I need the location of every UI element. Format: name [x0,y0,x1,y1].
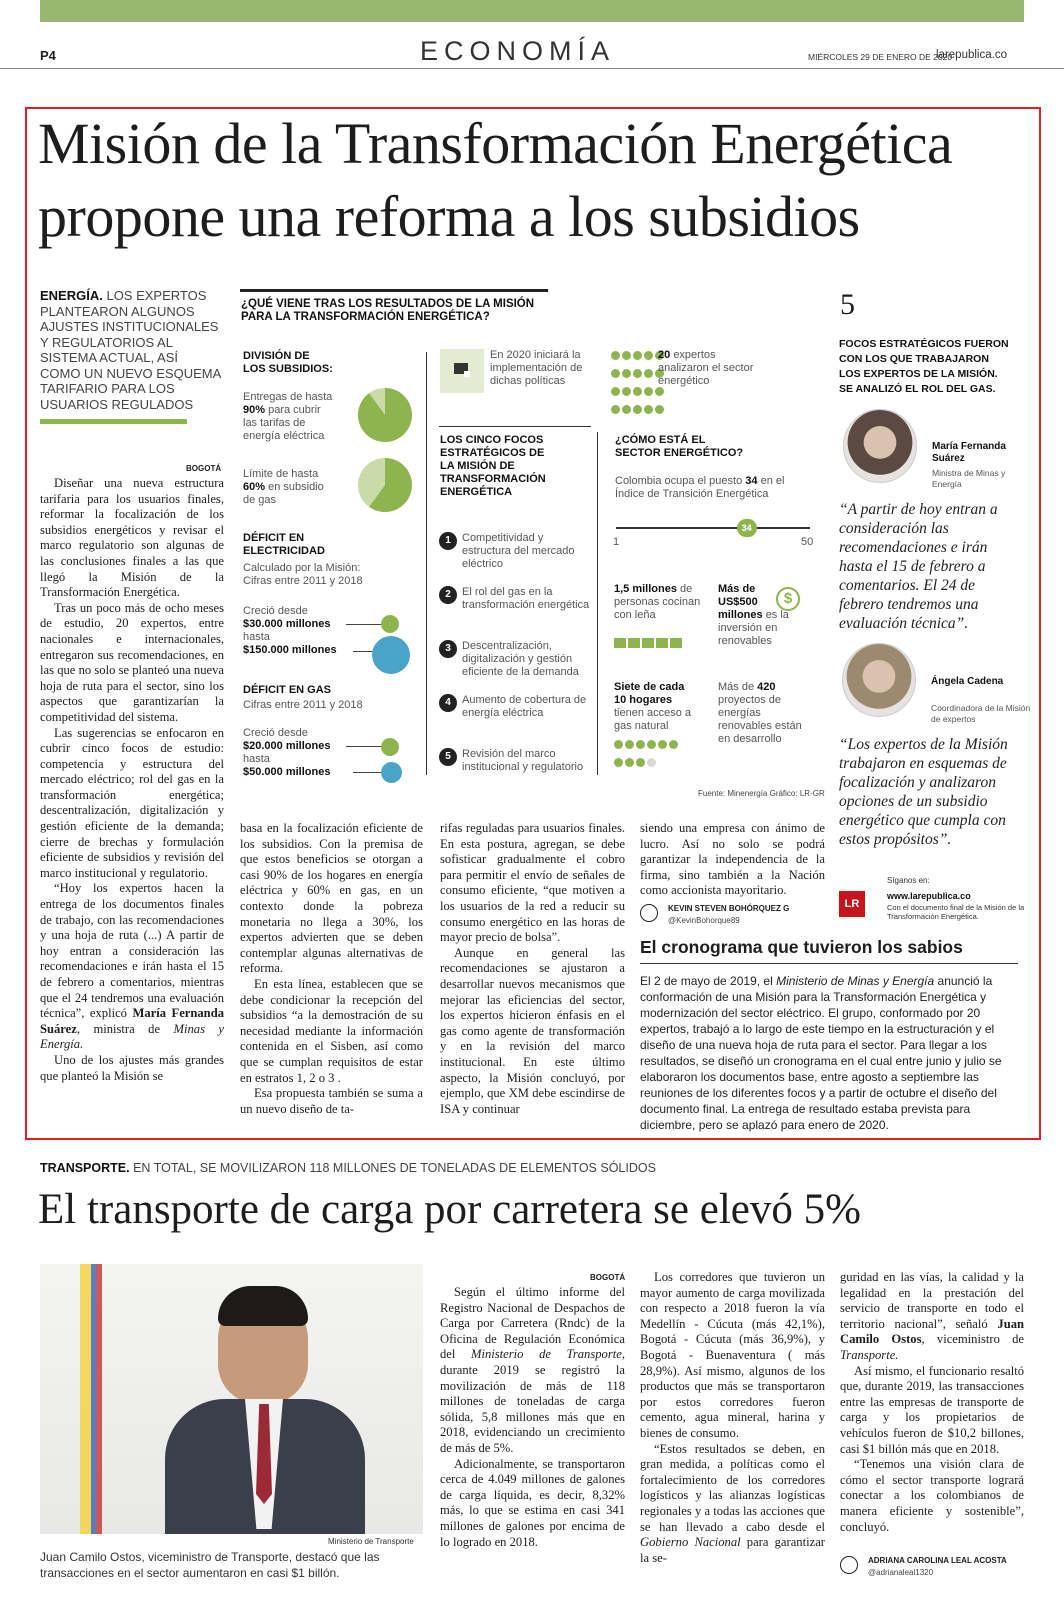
deficit-elec-big-dot [372,636,410,674]
paragraph: Adicionalmente, se transportaron cerca de 4.049 millones de galones de carga líquida, es decir, 8,32% más, lo que se estima en casi 341 millones de galones por encima de lo logrado en 2018. [440,1456,625,1549]
rank-text [615,475,795,501]
stat-renewable-projects [718,681,808,746]
implementation-text: En 2020 iniciará la implementación de dichas políticas [490,349,583,387]
text: , viceministro de [921,1332,1024,1347]
expert-dot [611,387,620,396]
kicker-text: LOS EXPERTOS PLANTEARON ALGUNOS AJUSTES INSTITUCIONALES Y REGULATORIOS AL SISTEMA ACTUAL, ASÍ COMO UN NUEVO ESQUEMA TARIFARIO PARA LOS USUARIOS REGULADOS [40,288,221,412]
foco-item [439,640,597,694]
follow-label: Síganos en: [887,876,930,885]
rank-b: en el Índice de Transición Energética [615,475,785,500]
experts-label: expertos analizaron el sector energético [658,349,754,387]
foco-number-badge: 3 [439,640,457,658]
stat-text: es la inversión en renovables [718,609,789,647]
foco-number-badge: 4 [439,694,457,712]
households-dots [613,737,683,773]
page-number: P4 [40,48,56,63]
foco-number-badge: 5 [439,748,457,766]
text: “Estos resultados se deben, en gran medida, a políticas como el fortalecimiento de los corredores logísticos y las alianzas logísticas regionales y a todas las acciones que se han llevado a cabo desde el [640,1441,825,1534]
sidebar-rule [640,963,1018,964]
lr-logo: LR [839,891,865,917]
author2-speech-icon [840,1556,858,1574]
photo-caption: Juan Camilo Ostos, viceministro de Transporte, destacó que las transacciones en el sector aumentaron en casi $1 billón. [40,1550,380,1580]
foco-text: El rol del gas en la transformación energética [462,586,590,611]
stat-bold: 420 [757,681,776,693]
scale-max: 50 [801,536,814,548]
expert-dot [611,405,620,414]
deficit-elec-v1: $30.000 millones [243,618,331,630]
article-column-3 [440,821,625,1117]
paragraph [840,1270,1024,1364]
foco-number-badge: 1 [439,532,457,550]
expert-dot [644,351,653,360]
article2-column-2 [640,1270,825,1566]
paragraph: Uno de los ajustes más grandes que planteó la Misión se [40,1052,224,1083]
kicker-label: TRANSPORTE. [40,1161,130,1175]
deficit-gas-title: DÉFICIT EN GAS [243,684,332,696]
person1-role: Ministra de Minas y Energía [932,468,1006,489]
elec-subsidy-pie [358,388,412,442]
article2-kicker [40,1161,656,1175]
paragraph [640,1442,825,1567]
kicker-label: ENERGÍA. [40,288,103,303]
stat-bold: Siete de cada 10 hogares [614,681,685,706]
quote-2: “Los expertos de la Misión trabajaron en esquemas de focalización y analizaron opciones de un subsidio energético que cumpla con estos propósitos”. [839,736,1008,848]
sidebar-text [640,973,1022,1133]
label: Creció desde [243,727,308,739]
deficit-gas-big-dot [381,762,402,783]
foco-item [439,748,597,802]
expert-dot [622,387,631,396]
article-column-1 [40,476,224,1084]
expert-dot [644,405,653,414]
stat-bold: Más de US$500 millones [718,583,763,621]
article-title-line-2: propone una reforma a los subsidios [38,184,860,249]
stat-a: Más de [718,681,755,693]
author2-handle[interactable]: @adrianaleal1320 [868,1568,934,1577]
focos-list [439,532,597,802]
paragraph: rifas reguladas para usuarios finales. En esta postura, agregan, se debe sofisticar gradualmente el cobro para permitir el envío de señales de consumo eficiente, “que motiven a los usuarios de la red a reducir su consumo energético en las horas de mayor precio de bolsa”. [440,821,625,945]
experts-num: 20 [658,349,671,361]
elec-b: para cubrir las tarifas de energía eléctrica [243,404,325,442]
scale-min: 1 [613,536,620,548]
focos-title: LOS CINCO FOCOS ESTRATÉGICOS DE LA MISIÓN DE TRANSFORMACIÓN ENERGÉTICA [440,434,546,498]
experts-text [658,349,758,388]
section-title: ECONOMÍA [420,36,616,66]
five-focus-text: FOCOS ESTRATÉGICOS FUERON CON LOS QUE TRABAJARON LOS EXPERTOS DE LA MISIÓN. SE ANALIZÓ EL ROL DEL GAS. [839,338,1009,395]
sidebar-title: El cronograma que tuvieron los sabios [640,937,963,957]
text: guridad en las vías, la calidad y la legalidad en la prestación del servicio de transporte en todo el territorio nacional”, señaló [840,1270,1024,1331]
leader-line [353,651,374,652]
five-focus-number: 5 [840,288,855,321]
header-color-bar [40,0,1024,22]
stat-text: de personas cocinan con leña [614,583,701,621]
stat-people-firewood [614,583,708,622]
foco-item [439,694,597,748]
stat-bold: 1,5 millones [614,583,677,595]
article2-dateline: BOGOTÁ [590,1273,626,1282]
paragraph: siendo una empresa con ánimo de lucro. Así no solo se podrá garantizar la independencia de la firma, sino también a la Nación como accionista mayoritario. [640,821,825,898]
article-title-line-1: Misión de la Transformación Energética [38,111,953,176]
expert-dot [633,387,642,396]
article2-title: El transporte de carga por carretera se elevó 5% [38,1186,861,1233]
follow-site[interactable]: www.larepublica.co [887,891,971,901]
follow-text: Con el documento final de la Misión de la Transformación Energética. [887,903,1025,921]
elec-a: Entregas de hasta [243,391,333,403]
paragraph: Los corredores que tuvieron un mayor aumento de carga movilizada con respecto a 2018 fueron la vía Medellín - Cúcuta (más 42,1%), Bogotá - Cúcuta (más 36,9%), y Bogotá - Buenaventura ( más 28,9%). Así mismo, algunos de los productos que más se transportaron por estos corredores fueron cemento, agua mineral, harina y bienes de consumo. [640,1270,825,1440]
kicker-text: EN TOTAL, SE MOVILIZARON 118 MILLONES DE TONELADAS DE ELEMENTOS SÓLIDOS [133,1161,656,1175]
paragraph: Diseñar una nueva estructura tarifaria para los usuarios finales, reformar la focalización de los subsidios energéticos y revisar el marco regulatorio son algunas de las conclusiones finales a las que llegó la Misión de la Transformación Energética. [40,476,224,600]
paragraph: “Tenemos una visión clara de cómo el sector transporte logrará conectar a los colombianos de manera eficiente y sostenible”, concluyó. [840,1457,1024,1534]
paragraph [40,881,224,1053]
issue-date: MIÉRCOLES 29 DE ENERO DE 2020 [808,52,953,62]
infographic-title: ¿QUÉ VIENE TRAS LOS RESULTADOS DE LA MISIÓN PARA LA TRANSFORMACIÓN ENERGÉTICA? [241,298,535,323]
stat-text: proyectos de energías renovables están en desarrollo [718,694,802,745]
sidebar-b: anunció la conformación de una Misión para la Transformación Energética y modernización del sector eléctrico. El grupo, conformado por 20 expertos, trabajó a lo largo de este tiempo en la estructuración y el diseño de una nueva hoja de ruta para el sector. Para llegar a los resultados, se diseñó un cronograma en el cual entre junio y julio se elaboraron los documentos base, entre agosto a septiembre las reuniones de los diferentes focos y a partir de octubre el diseño del documento final. La entrega de resultado estaba prevista para diciembre, pero se aplazó para enero de 2020. [640,974,1002,1132]
vertical-divider [426,352,427,775]
article2-photo [40,1264,423,1534]
dateline: BOGOTÁ [186,464,222,473]
firewood-bar [614,638,684,648]
gas-a: Límite de hasta [243,468,319,480]
photo-credit: Ministerio de Transporte [328,1537,414,1546]
infographic-source: Fuente: Minenergía Gráfico: LR-GR [698,789,825,798]
foco-item [439,532,597,586]
sector-title: ¿CÓMO ESTÁ EL SECTOR ENERGÉTICO? [615,434,744,459]
person-name: María Fernanda Suárez [40,1006,224,1036]
expert-dot [655,387,664,396]
person2-photo [842,643,916,717]
paragraph: Así mismo, el funcionario resaltó que, durante 2019, las transacciones entre las empresas de transporte de carga y los propietarios de vehículos fueron de $10,2 billones, casi $1 billón más que en 2018. [840,1363,1024,1456]
foco-item [439,586,597,640]
sidebar-a: El 2 de mayo de 2019, el [640,974,773,988]
header-rule [0,68,1064,69]
article-column-4 [640,821,825,899]
deficit-gas-small-dot [381,738,399,756]
stat-text: tienen acceso a gas natural [614,707,692,732]
sidebar-ministry: Ministerio de Minas y Energía [776,974,935,988]
stat-gas-access [614,681,694,733]
text: para garantizar la se- [640,1535,825,1565]
label: Creció desde [243,605,308,617]
deficit-elec-v2: $150.000 millones [243,644,337,656]
author2-name: ADRIANA CAROLINA LEAL ACOSTA [868,1556,1007,1565]
leader-line [346,746,382,747]
ministry-name: Minas y Energía. [40,1021,224,1052]
deficit-gas-sub: Cifras entre 2011 y 2018 [243,699,363,711]
quote-text: “Hoy los expertos hacen la entrega de los documentos finales de trabajo, con las recomendaciones y una hoja de ruta (...) A partir de hoy entran a consideración las recomendaciones e irán hasta el 15 de febrero a comentarios, mientras que el 24 tendremos una evaluación técnica”, explicó [40,881,224,1021]
gas-subsidy-text [243,468,335,507]
paragraph: Las sugerencias se enfocaron en cubrir cinco focos de estudio: competencia y estructura del mercado eléctrico; rol del gas en la transformación energética; descentralización, digitalización y gestión eficiente de la demanda; cierre de brechas y formulación eficiente de subsidios y revisión del marco institucional y regulatorio. [40,725,224,880]
subsidies-title: DIVISIÓN DE LOS SUBSIDIOS: [243,350,333,375]
ministry: Transporte. [840,1347,899,1362]
author-speech-icon [640,904,658,922]
ministry: Ministerio de Transporte [471,1347,622,1362]
deficit-elec-title: DÉFICIT EN ELECTRICIDAD [243,532,325,557]
article2-column-3 [840,1270,1024,1535]
leader-line [346,624,382,625]
person-role: , ministra de [76,1021,161,1036]
deficit-gas-v2: $50.000 millones [243,766,331,778]
infographic-top-rule [240,289,548,292]
rank-a: Colombia ocupa el puesto [615,475,743,487]
elec-pct: 90% [243,404,266,416]
expert-dot [622,351,631,360]
author-name: KEVIN STEVEN BOHÓRQUEZ G [668,904,790,913]
expert-dot [622,369,631,378]
person2-role: Coordinadora de la Misión de expertos [931,703,1031,724]
deficit-elec-small-dot [381,615,399,633]
dollar-icon: $ [776,587,800,611]
paragraph [440,1285,625,1457]
rank-scale-line [616,527,810,529]
deficit-elec-values [243,605,383,657]
document-icon [440,349,484,393]
foco-text: Competitividad y estructura del mercado eléctrico [462,532,575,570]
text: Según el último informe del Registro Nacional de Despachos de Carga por Carretera (Rndc) de la Oficina de Regulación Económica del [440,1285,625,1362]
foco-text: Aumento de cobertura de energía eléctrica [462,694,587,719]
gas-pct: 60% [243,481,266,493]
author-handle[interactable]: @KevinBohorque89 [668,916,740,925]
expert-dot [655,405,664,414]
person1-name: María Fernanda Suárez [932,441,1006,464]
foco-text: Descentralización, digitalización y gestión eficiente de la demanda [462,640,579,678]
expert-dot [611,351,620,360]
expert-dot [633,405,642,414]
expert-dot [622,405,631,414]
article-kicker [40,288,222,412]
focos-rule [439,426,591,427]
expert-dot [611,369,620,378]
article-column-2 [240,821,423,1117]
expert-dot [633,351,642,360]
text: , durante 2019 se registró la movilización de más de 118 millones de toneladas de carga sólida, 5,8 millones más que en 2018, evidenciando un crecimiento de más de 5%. [440,1347,625,1455]
foco-text: Revisión del marco institucional y regulatorio [462,748,584,773]
leader-line [353,772,381,773]
gov: Gobierno Nacional [640,1535,741,1550]
expert-dot [644,387,653,396]
rank-num: 34 [745,475,758,487]
paragraph: En esta línea, establecen que se debe condicionar la recepción del subsidios “a la demostración de su necesidad mediante la información contenida en el Sisben, así como que se cumplan requisitos de estar en estratos 1, 2 o 3 . [240,976,423,1085]
deficit-elec-sub: Calculado por la Misión: Cifras entre 2011 y 2018 [243,562,363,587]
gas-subsidy-pie [358,458,412,512]
person1-photo [843,409,917,483]
paragraph: Aunque en general las recomendaciones se ajustaron a desarrollar nuevos mecanismos que mejorar las eficiencias del sector, los expertos hicieron énfasis en el gas como agente de transformación y en la revisión del marco institucional. En este último aspecto, la Misión concluyó, por ejemplo, que XM debe escindirse de ISA y continuar [440,945,625,1116]
person-name: Juan Camilo Ostos [840,1316,1024,1347]
gas-b: en subsidio de gas [243,481,324,506]
kicker-underline [40,419,187,424]
site-name: larepublica.co [936,49,1007,61]
label: hasta [243,753,270,765]
paragraph: basa en la focalización eficiente de los subsidios. Con la premisa de que estos beneficios se otorgan a casi 90% de los hogares en energía eléctrica y 60% en gas, en un contexto donde la pobreza monetaria no llega a 30%, los expertos advierten que se deben contemplar algunas alternativas de reforma. [240,821,423,976]
label: hasta [243,631,270,643]
paragraph: Esa propuesta también se suma a un nuevo diseño de ta- [240,1086,423,1116]
rank-scale-marker: 34 [737,519,757,537]
foco-number-badge: 2 [439,586,457,604]
deficit-gas-v1: $20.000 millones [243,740,331,752]
person2-name: Ángela Cadena [931,676,1004,687]
vertical-divider [597,432,598,775]
article2-column-1 [440,1285,625,1550]
expert-dot [633,369,642,378]
quote-1: “A partir de hoy entran a consideración las recomendaciones e irán hasta el 15 de febrero a comentarios. El 24 de febrero tendremos una evaluación técnica”. [839,501,998,632]
expert-dot [644,369,653,378]
elec-subsidy-text [243,391,335,443]
paragraph: Tras un poco más de ocho meses de estudio, 20 expertos, entre nacionales e internacionales, entregaron sus recomendaciones, en las que no solo se planteó una nueva hoja de ruta para el sector, sino los aspectos que garantizarían la competitividad del sistema. [40,600,224,724]
